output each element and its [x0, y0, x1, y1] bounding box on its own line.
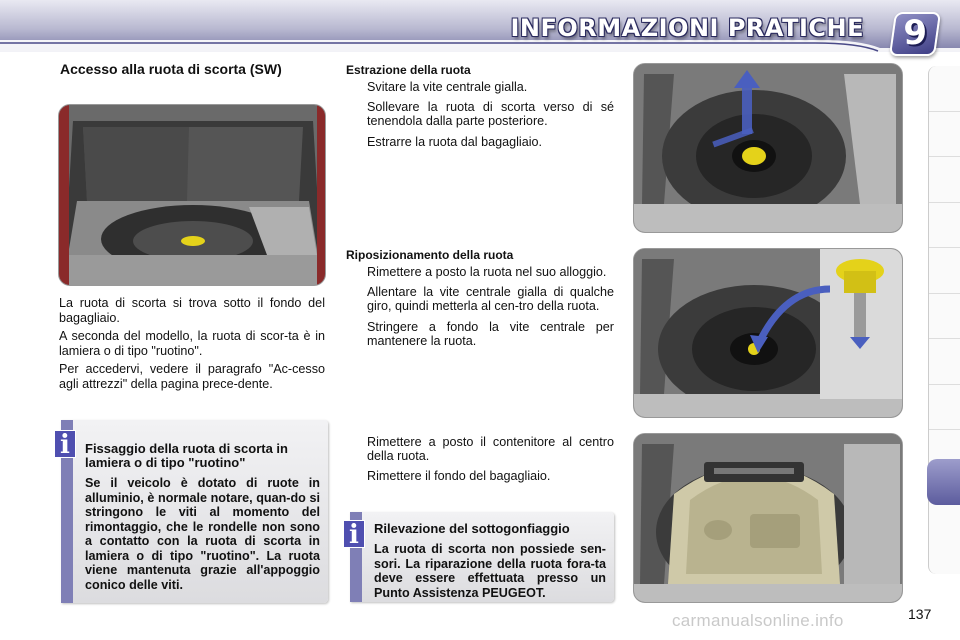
paragraph: Per accedervi, vedere il paragrafo "Ac-cesso agli attrezzi" della pagina prece-dente.	[59, 362, 325, 391]
info-icon: i	[54, 430, 76, 458]
repositioning-steps	[346, 265, 614, 354]
final-steps	[346, 435, 614, 490]
extraction-steps	[346, 80, 614, 155]
tool-container-illustration	[634, 434, 903, 603]
paragraph: A seconda del modello, la ruota di scor-ta è in lamiera o di tipo "ruotino".	[59, 329, 325, 358]
intro-text	[59, 296, 325, 396]
extraction-title: Estrazione della ruota	[346, 63, 471, 77]
list-item: Rimettere a posto il contenitore al centro della ruota.	[367, 435, 614, 464]
list-item: Allentare la vite centrale gialla di qualche giro, quindi metterla al cen-tro della ruota.	[367, 285, 614, 314]
chapter-tab[interactable]	[929, 112, 960, 158]
info-box-underinflation	[350, 512, 614, 602]
chapter-tab[interactable]	[929, 385, 960, 431]
info-box-title: Rilevazione del sottogonfiaggio	[374, 521, 570, 536]
chapter-tab[interactable]	[929, 157, 960, 203]
list-item: Estrarre la ruota dal bagagliaio.	[367, 134, 543, 149]
info-box-title: Fissaggio della ruota di scorta in lamiera o di tipo "ruotino"	[85, 441, 288, 470]
wheel-repositioning-illustration	[634, 249, 903, 418]
chapter-number: 9	[903, 13, 927, 53]
paragraph: La ruota di scorta si trova sotto il fondo del bagagliaio.	[59, 296, 325, 325]
chapter-tab[interactable]	[929, 339, 960, 385]
info-box-text: La ruota di scorta non possiede sen-sori. La riparazione della ruota fora-ta deve essere effettuata presso un Punto Assistenza PEUGEOT.	[374, 542, 606, 600]
chapter-tab[interactable]	[929, 294, 960, 340]
list-item: Stringere a fondo la vite centrale per mantenere la ruota.	[367, 319, 614, 348]
repositioning-title: Riposizionamento della ruota	[346, 248, 514, 262]
list-item: Svitare la vite centrale gialla.	[367, 80, 528, 94]
info-box-text: Se il veicolo è dotato di ruote in alluminio, è normale notare, quan-do si stringono le viti al momento del rimontaggio, che le rondelle non sono a contatto con la ruota di scorta in lamiera o di tipo "ruotino". La ruota viene mantenuta grazie all'appoggio conico delle viti.	[85, 476, 320, 592]
extraction-photo	[633, 63, 903, 233]
list-item: Rimettere a posto la ruota nel suo alloggio.	[367, 265, 607, 279]
chapter-tab-active[interactable]	[927, 459, 960, 505]
list-item: Rimettere il fondo del bagagliaio.	[367, 469, 551, 484]
watermark: carmanualsonline.info	[672, 611, 844, 630]
repositioning-photo	[633, 248, 903, 418]
trunk-illustration	[59, 105, 326, 286]
info-box-fixing	[61, 420, 328, 603]
list-item: Sollevare la ruota di scorta verso di sé tenendola dalla parte posteriore.	[367, 100, 614, 129]
trunk-photo	[58, 104, 326, 286]
chapter-title: INFORMAZIONI PRATICHE	[510, 14, 864, 42]
info-icon: i	[343, 520, 365, 548]
page-number: 137	[908, 606, 932, 622]
chapter-tab[interactable]	[929, 203, 960, 249]
chapter-tab[interactable]	[929, 66, 960, 112]
section-title: Accesso alla ruota di scorta (SW)	[60, 61, 282, 77]
container-photo	[633, 433, 903, 603]
chapter-tabs	[928, 66, 960, 574]
wheel-extraction-illustration	[634, 64, 903, 233]
chapter-tab[interactable]	[929, 248, 960, 294]
